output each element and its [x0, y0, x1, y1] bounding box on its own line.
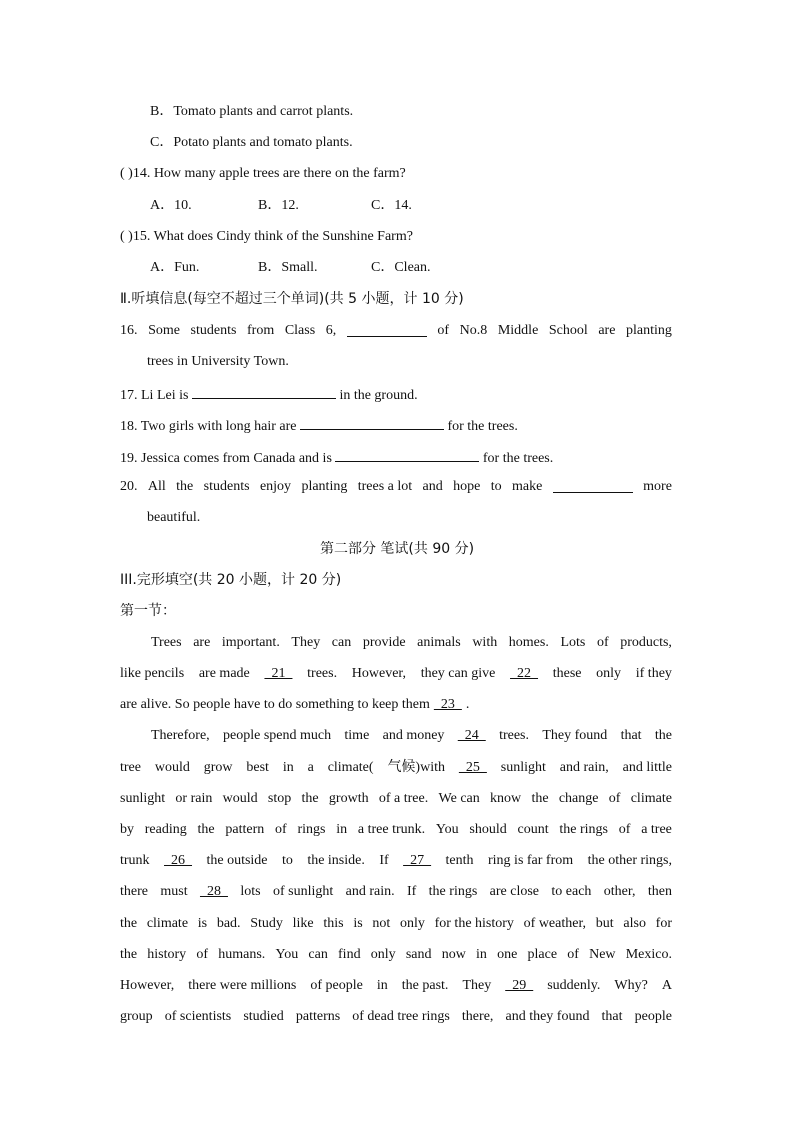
- q13-option-c: C．Potato plants and tomato plants.: [150, 135, 353, 150]
- q16-word: of: [437, 323, 450, 338]
- passage-word: Lots: [560, 635, 586, 650]
- passage-word: of: [275, 822, 287, 837]
- q20-word: All: [147, 479, 166, 494]
- q20-word: planting: [301, 479, 348, 494]
- passage-line: [120, 696, 469, 714]
- passage-word: by: [120, 822, 134, 837]
- q20-word: hope: [453, 479, 481, 494]
- q16-word: No.8: [459, 323, 488, 338]
- passage-word: bad.: [216, 916, 241, 931]
- passage-word: trees.: [307, 666, 338, 681]
- passage-word: patterns: [295, 1009, 341, 1024]
- passage-word: best: [246, 760, 269, 775]
- q13-option-b: B．Tomato plants and carrot plants.: [150, 104, 354, 119]
- passage-word: of people: [310, 978, 363, 993]
- passage-word: is: [353, 916, 363, 931]
- q19-line: [120, 447, 553, 468]
- passage-word: for: [655, 916, 672, 931]
- q20-line: [120, 478, 672, 496]
- passage-line: [120, 883, 672, 901]
- passage-word: these: [552, 666, 582, 681]
- passage-word: now: [441, 947, 466, 962]
- passage-word: and rain.: [345, 884, 395, 899]
- q16-word: Class: [284, 323, 316, 338]
- passage-word: of scientists: [164, 1009, 232, 1024]
- passage-word: one: [497, 947, 518, 962]
- passage-word: only: [596, 666, 622, 681]
- q17-answer-blank[interactable]: [192, 384, 336, 399]
- q16-line: [120, 322, 672, 340]
- passage-line: [120, 665, 672, 683]
- q16-word: from: [247, 323, 275, 338]
- passage-line: [120, 915, 672, 933]
- passage-word: the: [654, 728, 672, 743]
- q16-word: School: [548, 323, 588, 338]
- passage-word: in: [376, 978, 388, 993]
- passage-word: of weather,: [523, 916, 587, 931]
- passage-word: the: [301, 791, 319, 806]
- passage-word: stop: [267, 791, 292, 806]
- q18-text: 18. Two girls with long hair are: [120, 419, 297, 434]
- q20-word: to: [490, 479, 502, 494]
- cloze-blank-27[interactable]: 27: [403, 853, 432, 868]
- passage-word: 气候)with: [387, 760, 445, 775]
- q20-word: more: [643, 479, 672, 494]
- passage-word: sunlight: [500, 760, 546, 775]
- passage-word: of dead tree rings: [352, 1009, 450, 1024]
- passage-word: of: [196, 947, 209, 962]
- passage-word: climate: [630, 791, 672, 806]
- q17-line: [120, 384, 418, 405]
- passage-word: must: [160, 884, 188, 899]
- passage-word: find: [338, 947, 361, 962]
- section3-subheading: 第一节：: [120, 603, 176, 619]
- q19-text-after: for the trees.: [482, 451, 554, 466]
- passage-word: and they found: [505, 1009, 590, 1024]
- passage-word: products,: [620, 635, 672, 650]
- passage-word: humans.: [218, 947, 266, 962]
- passage-word: ring is far from: [488, 853, 574, 868]
- passage-word: animals: [417, 635, 461, 650]
- passage-word: should: [469, 822, 507, 837]
- passage-word: group: [120, 1009, 153, 1024]
- q17-text: 17. Li Lei is: [120, 388, 189, 403]
- q16-answer-blank[interactable]: [347, 322, 427, 337]
- passage-word: of sunlight: [272, 884, 334, 899]
- passage-word: New: [589, 947, 616, 962]
- q18-text-after: for the trees.: [447, 419, 518, 434]
- passage-word: in: [336, 822, 348, 837]
- passage-word: and rain,: [559, 760, 609, 775]
- passage-word: the: [120, 916, 138, 931]
- cloze-blank-21[interactable]: 21: [264, 666, 293, 681]
- passage-word: that: [620, 728, 642, 743]
- q15-option-a: A．Fun.: [150, 260, 200, 275]
- q16-word: are: [598, 323, 616, 338]
- passage-word: of: [608, 791, 621, 806]
- passage-word: provide: [362, 635, 406, 650]
- passage-word: the rings: [559, 822, 608, 837]
- passage-word: history: [147, 947, 187, 962]
- passage-line: [120, 759, 672, 777]
- passage-word: a tree: [641, 822, 672, 837]
- passage-word: If: [379, 853, 389, 868]
- q16-word: 16.: [120, 323, 138, 338]
- passage-word: to each: [551, 884, 592, 899]
- passage-word: They: [462, 978, 492, 993]
- q19-text: 19. Jessica comes from Canada and is: [120, 451, 332, 466]
- passage-word: rings: [297, 822, 326, 837]
- passage-line: [120, 852, 672, 870]
- passage-word: grow: [203, 760, 233, 775]
- passage-word: important.: [221, 635, 280, 650]
- passage-word: of: [596, 635, 609, 650]
- passage-word: know: [490, 791, 522, 806]
- passage-word: can: [308, 947, 328, 962]
- passage-word: trees.: [499, 728, 529, 743]
- passage-word: are close: [489, 884, 540, 899]
- cloze-blank-22[interactable]: 22: [510, 666, 539, 681]
- passage-word: then: [647, 884, 672, 899]
- passage-word: place: [527, 947, 558, 962]
- cloze-blank-23[interactable]: 23: [433, 697, 462, 712]
- passage-word: only: [400, 916, 425, 931]
- passage-word: the outside: [206, 853, 268, 868]
- q20-word: trees a lot: [357, 479, 413, 494]
- passage-word: We can: [438, 791, 480, 806]
- passage-word: a tree trunk.: [357, 822, 426, 837]
- section3-heading: III.完形填空(共 20 小题，计 20 分): [120, 572, 342, 588]
- passage-word: would: [222, 791, 258, 806]
- q16-word: 6,: [325, 323, 337, 338]
- passage-word: with: [472, 635, 498, 650]
- passage-line: [120, 977, 672, 995]
- passage-word: lots: [240, 884, 261, 899]
- passage-word: only: [370, 947, 396, 962]
- cloze-blank-29[interactable]: 29: [505, 978, 534, 993]
- passage-word: for the history: [434, 916, 514, 931]
- passage-word: pattern: [225, 822, 265, 837]
- q18-answer-blank[interactable]: [300, 415, 444, 430]
- passage-word: However,: [351, 666, 407, 681]
- passage-word: However,: [120, 978, 175, 993]
- passage-word: there,: [461, 1009, 494, 1024]
- passage-word: is: [197, 916, 208, 931]
- q20-word: students: [203, 479, 250, 494]
- q17-text-after: in the ground.: [339, 388, 418, 403]
- passage-word: like pencils: [120, 666, 185, 681]
- passage-word: are alive. So people have to do something to keep them: [120, 697, 430, 712]
- q20-word: 20.: [120, 479, 138, 494]
- q19-answer-blank[interactable]: [335, 447, 479, 462]
- passage-word: the: [531, 791, 549, 806]
- passage-word: like: [292, 916, 314, 931]
- passage-word: You: [435, 822, 459, 837]
- passage-word: change: [558, 791, 599, 806]
- passage-word: They found: [542, 728, 608, 743]
- passage-word: homes.: [508, 635, 549, 650]
- passage-word: A: [661, 978, 672, 993]
- passage-word: suddenly.: [547, 978, 601, 993]
- passage-word: and little: [622, 760, 672, 775]
- passage-word: time: [344, 728, 370, 743]
- passage-word: climate: [146, 916, 189, 931]
- passage-word: growth: [328, 791, 369, 806]
- passage-line: [120, 1008, 672, 1026]
- passage-word: are: [193, 635, 211, 650]
- passage-word: the rings: [428, 884, 478, 899]
- passage-word: Mexico.: [625, 947, 672, 962]
- passage-word: there were millions: [188, 978, 297, 993]
- passage-word: and money: [382, 728, 445, 743]
- q16-word: Middle: [497, 323, 539, 338]
- passage-word: the: [120, 947, 138, 962]
- q15-stem: ( )15. What does Cindy think of the Sunshine Farm?: [120, 229, 413, 244]
- passage-word: You: [275, 947, 299, 962]
- passage-word: people spend much: [223, 728, 332, 743]
- passage-word: not: [372, 916, 391, 931]
- passage-word: Trees: [151, 635, 182, 650]
- passage-word: reading: [144, 822, 187, 837]
- q16-word: students: [190, 323, 237, 338]
- part2-title: 第二部分 笔试(共 90 分): [319, 541, 475, 557]
- q20-continuation: beautiful.: [147, 510, 201, 525]
- passage-word: Therefore,: [151, 728, 210, 743]
- passage-word: Study: [250, 916, 283, 931]
- passage-word: in: [282, 760, 294, 775]
- q20-answer-blank[interactable]: [553, 478, 633, 493]
- q14-option-c: C．14.: [371, 198, 412, 213]
- passage-word: studied: [243, 1009, 284, 1024]
- q15-option-c: C．Clean.: [371, 260, 431, 275]
- passage-word: to: [281, 853, 293, 868]
- q16-word: Some: [148, 323, 180, 338]
- passage-word: of a tree.: [378, 791, 429, 806]
- passage-line: [120, 946, 672, 964]
- section2-heading: Ⅱ.听填信息(每空不超过三个单词)(共 5 小题，计 10 分): [120, 291, 464, 307]
- q20-word: the: [176, 479, 194, 494]
- passage-word: would: [154, 760, 190, 775]
- passage-word: people: [634, 1009, 672, 1024]
- passage-word: in: [476, 947, 487, 962]
- passage-word: sunlight: [120, 791, 166, 806]
- passage-word: but: [595, 916, 614, 931]
- passage-word: also: [623, 916, 646, 931]
- passage-word: the past.: [401, 978, 449, 993]
- passage-word: of: [567, 947, 579, 962]
- passage-word: the other rings,: [587, 853, 672, 868]
- passage-word: other,: [603, 884, 636, 899]
- passage-line: [120, 821, 672, 839]
- q20-word: make: [512, 479, 543, 494]
- passage-word: climate(: [327, 760, 374, 775]
- passage-line: [151, 727, 672, 745]
- cloze-blank-26[interactable]: 26: [164, 853, 193, 868]
- passage-word: that: [601, 1009, 623, 1024]
- passage-word: count: [517, 822, 549, 837]
- cloze-blank-24[interactable]: 24: [457, 728, 486, 743]
- passage-word: of: [618, 822, 631, 837]
- q14-option-b: B．12.: [258, 198, 299, 213]
- q14-option-a: A．10.: [150, 198, 192, 213]
- q16-continuation: trees in University Town.: [147, 354, 289, 369]
- q20-word: and: [422, 479, 443, 494]
- passage-word: there: [120, 884, 148, 899]
- passage-word: they can give: [420, 666, 496, 681]
- passage-word: are made: [198, 666, 250, 681]
- passage-word: They: [291, 635, 321, 650]
- passage-word: If: [406, 884, 417, 899]
- passage-word: the: [197, 822, 215, 837]
- passage-word: tree: [120, 760, 141, 775]
- passage-word: if they: [635, 666, 672, 681]
- passage-word: trunk: [120, 853, 150, 868]
- passage-word: sand: [405, 947, 432, 962]
- passage-word: or rain: [175, 791, 213, 806]
- q15-option-b: B．Small.: [258, 260, 318, 275]
- passage-word: can: [331, 635, 352, 650]
- q16-word: planting: [626, 323, 672, 338]
- passage-word: tenth: [445, 853, 474, 868]
- q14-stem: ( )14. How many apple trees are there on the farm?: [120, 166, 406, 181]
- passage-word: a: [307, 760, 314, 775]
- passage-word: .: [465, 697, 470, 712]
- q18-line: [120, 415, 518, 436]
- q20-word: enjoy: [259, 479, 292, 494]
- passage-word: this: [323, 916, 344, 931]
- passage-word: Why?: [614, 978, 648, 993]
- passage-word: the inside.: [307, 853, 365, 868]
- passage-line: [120, 790, 672, 808]
- passage-line: [151, 634, 672, 652]
- cloze-blank-28[interactable]: 28: [199, 884, 228, 899]
- cloze-blank-25[interactable]: 25: [458, 760, 487, 775]
